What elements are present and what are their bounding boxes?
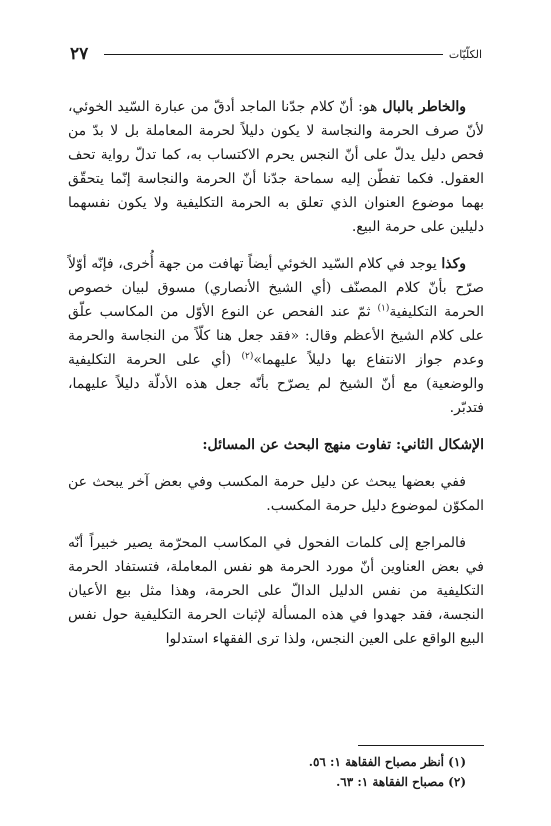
footnote-1: (١) أنظر مصباح الفقاهة ١: ٥٦. xyxy=(308,755,466,769)
running-title: الكلّيّات xyxy=(448,47,482,61)
paragraph-lead: والخاطر بالبال xyxy=(382,99,466,115)
paragraph-3: ففي بعضها يبحث عن دليل حرمة المكسب وفي بعض آخر يبحث عن المكوّن لموضوع دليل حرمة المكسب. xyxy=(68,474,484,514)
paragraph-lead: وكذا xyxy=(441,256,466,272)
paragraph-1 xyxy=(68,95,484,239)
paragraph-text: ثمّ عند الفحص عن النوع الأوّل من المكاسب علّق على كلام الشيخ الأعظم وقال: «فقد جعل هنا كلّاً من النجاسة والحرمة وعدم جواز الانتفاع بها دليلاً عليهما» xyxy=(68,304,484,368)
page-number: ٢٧ xyxy=(70,44,89,64)
footnote-2: (٢) مصباح الفقاهة ١: ٦٣. xyxy=(336,775,466,789)
paragraph-4: فالمراجع إلى كلمات الفحول في المكاسب المحرّمة يصير خبيراً أنّه في بعض العناوين أنّ مورد الحرمة هو نفس المعاملة، فتستفاد الحرمة التكليفية من نفس الدليل الدالّ على الحرمة، وهذا مثل بيع الأعيان النجسة، فقد جهدوا في هذه المسألة لإثبات الحرمة التكليفية حول نفس البيع الواقع على العين النجس، ولذا ترى الفقهاء استدلوا xyxy=(68,535,484,647)
paragraph-text: يوجد في كلام السّيد الخوئي أيضاً تهافت من جهة أُخرى، فإنّه أوّلاً صرّح بأنّ كلام المصنّف (أي الشيخ الأنصاري) مسوق لبيان خصوص الحرمة التكليفية xyxy=(68,256,485,320)
footnote-ref-1: (١) xyxy=(377,303,390,314)
body-text xyxy=(68,95,484,651)
page-header xyxy=(70,42,482,66)
footnote-ref-2: (٢) xyxy=(241,351,254,362)
header-rule xyxy=(104,54,443,55)
paragraph-text: (أي على الحرمة التكليفية والوضعية) مع أنّ الشيخ لم يصرّح بأنّه جعل هذه الأدلّة دليلاً عليهما، فتدبّر. xyxy=(68,352,484,416)
footnote-rule xyxy=(358,745,484,746)
section-heading: الإشكال الثاني: تفاوت منهج البحث عن المسائل: xyxy=(202,437,484,453)
paragraph-text: هو: أنّ كلام جدّنا الماجد أدقّ من عبارة السّيد الخوئي، لأنّ صرف الحرمة والنجاسة لا يكون دليلاً لحرمة المعاملة بل لا بدّ من فحص دليل يدلّ على أنّ النجس يحرم الاكتساب به، كما تدلّ رواية تحف العقول. فكما تفطّن إليه سماحة جدّنا أنّ الحرمة والنجاسة إنّما يتحقّق بهما موضوع العنوان الذي تعلق به الحرمة التكليفية ولا يكون نفسهما دليلين على حرمة البيع. xyxy=(68,99,484,235)
paragraph-2 xyxy=(68,252,484,420)
footnotes xyxy=(68,752,484,792)
